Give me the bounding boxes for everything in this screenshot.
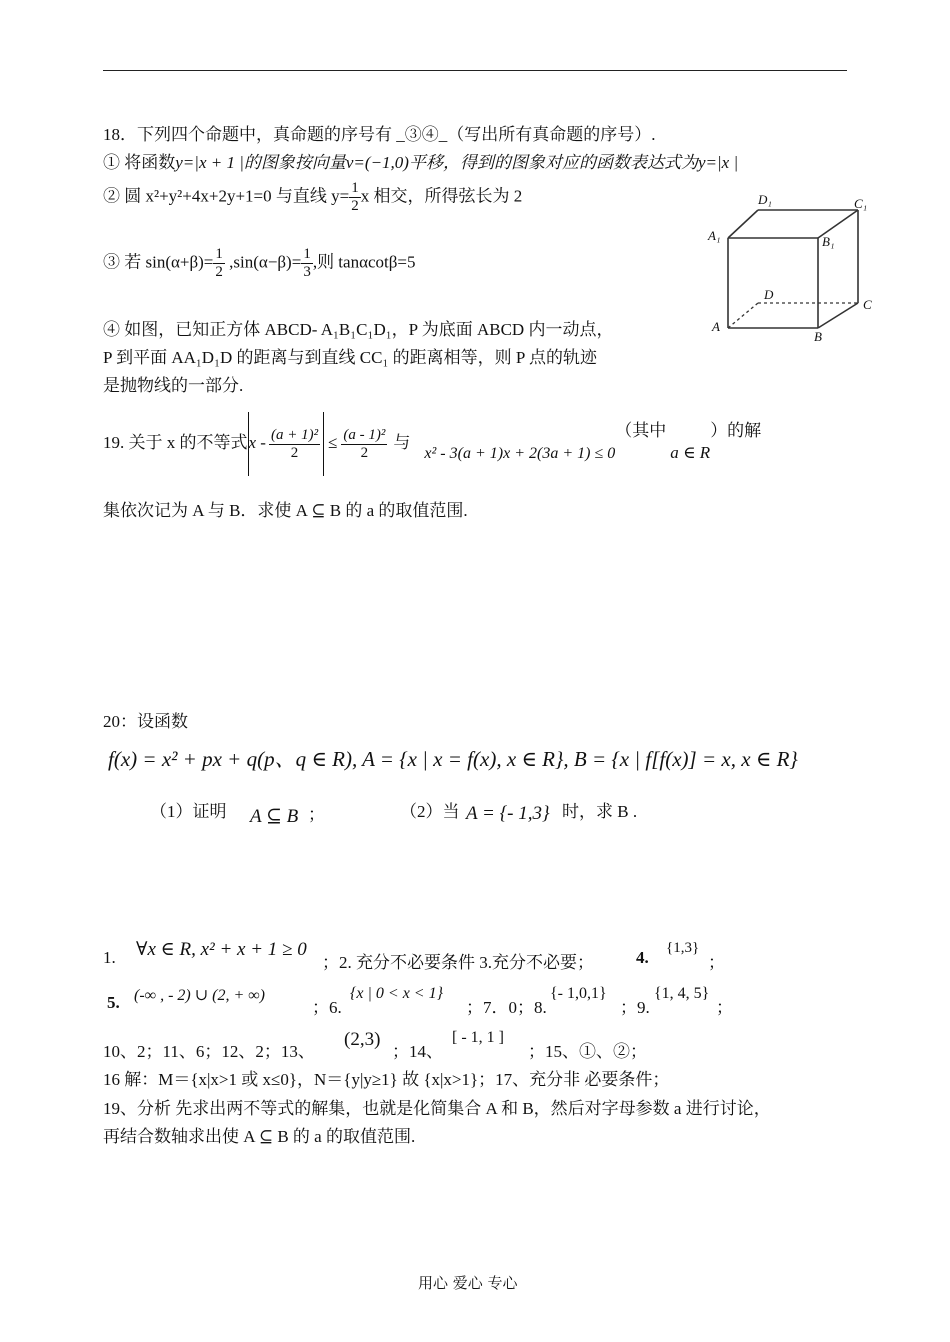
fraction-denominator: 2 <box>360 444 369 461</box>
label-C1: C₁ <box>854 196 868 211</box>
q20-part2-end: 时，求 B . <box>562 802 638 821</box>
answer-1-num: 1. <box>103 948 116 967</box>
q18-prop4-line1: ④ 如图，已知正方体 ABCD- A₁B₁C₁D₁，P 为底面 ABCD 内一动点， <box>103 320 614 339</box>
fraction <box>349 180 361 215</box>
q19-intro: 19. 关于 x 的不等式 <box>103 433 248 452</box>
q18-prop3-a: ③ 若 sin(α+β)= <box>103 252 214 272</box>
fraction <box>269 427 320 462</box>
q18-prop3 <box>103 246 416 281</box>
q19-x-minus: x - <box>248 433 266 452</box>
q20-heading: 20：设函数 <box>103 712 188 731</box>
q18-prop1-a: ① 将函数 <box>103 153 176 172</box>
abs-bar-right <box>323 412 324 476</box>
q18-prop2-a: ② 圆 x²+y²+4x+2y+1=0 与直线 y= <box>103 186 350 206</box>
answer-4-num: 4. <box>636 948 649 967</box>
answer-19-analysis-2: 再结合数轴求出使 A ⊆ B 的 a 的取值范围. <box>103 1127 416 1146</box>
answer-4-math: {1,3} <box>666 940 700 956</box>
le-sign: ≤ <box>328 433 338 452</box>
q19-yu: 与 <box>393 433 411 452</box>
label-A1: A₁ <box>708 228 721 243</box>
cube-figure <box>700 190 890 350</box>
q19-de: ）的解 <box>710 421 762 440</box>
fraction-numerator: 1 <box>351 180 359 196</box>
q18-prop1 <box>103 148 738 173</box>
fraction-denominator: 3 <box>303 264 311 280</box>
label-C: C <box>863 297 872 312</box>
answer-19-analysis-1: 19、分析 先求出两不等式的解集，也就是化简集合 A 和 B，然后对字母参数 a 进行讨论， <box>103 1099 771 1118</box>
q18-prop3-c: ,则 tanαcotβ=5 <box>312 252 416 272</box>
edge-BC <box>818 303 858 328</box>
q18-prop2 <box>103 180 522 215</box>
q18-prop4-line3: 是抛物线的一部分. <box>103 376 244 395</box>
fraction-numerator: 1 <box>303 246 311 262</box>
q18-prop2-b: x 相交，所得弦长为 2 <box>360 186 523 206</box>
header-rule <box>103 70 847 71</box>
label-D1: D₁ <box>758 192 772 207</box>
answer-2-end: ； <box>716 998 733 1017</box>
answer-1-math: ∀x ∈ R, x² + x + 1 ≥ 0 <box>136 939 307 960</box>
answer-10-13-text: 10、2；11、6；12、2；13、 <box>103 1042 315 1061</box>
q20-part2-math: A = {- 1,3} <box>466 803 550 824</box>
label-A: A <box>712 319 720 334</box>
fraction-numerator: 1 <box>215 246 223 262</box>
fraction-numerator: (a - 1)² <box>343 426 386 443</box>
fraction <box>341 427 387 462</box>
answer-1-end: ； <box>708 953 725 972</box>
answer-6-num: ；6. <box>312 998 342 1017</box>
answer-14-math: [ - 1, 1 ] <box>452 1029 504 1046</box>
q20-part1-math: A ⊆ B <box>250 806 299 827</box>
fraction-denominator: 2 <box>290 444 299 461</box>
label-B: B <box>814 329 822 344</box>
q20-formula: f(x) = x² + px + q(p、q ∈ R), A = {x | x = f(x), x ∈ R}, B = {x | f[f(x)] = x, x ∈ R} <box>108 747 798 771</box>
answer-7-8-text: ；7．0；8. <box>466 998 547 1017</box>
q20-semicolon: ； <box>308 805 325 824</box>
answer-15-text: ；15、①、②； <box>528 1042 647 1061</box>
answer-9-math: {1, 4, 5} <box>654 985 710 1002</box>
edge-AD-hidden <box>728 303 758 328</box>
answer-16-17: 16 解：M＝{x|x>1 或 x≤0}，N＝{y|y≥1} 故 {x|x>1}；17、充分非 必要条件； <box>103 1070 670 1089</box>
q18-prop3-b: ,sin(α−β)= <box>224 252 302 272</box>
answer-9-num: ；9. <box>620 998 650 1017</box>
answer-5-num: 5. <box>107 993 120 1012</box>
q19-line1 <box>103 398 761 468</box>
fraction <box>213 246 225 281</box>
q20-part1: （1）证明 <box>150 802 227 821</box>
q19-line2: 集依次记为 A 与 B．求使 A ⊆ B 的 a 的取值范围. <box>103 501 468 520</box>
label-B1: B₁ <box>822 234 835 249</box>
q18-prop1-d: y=|x | <box>697 153 739 172</box>
q19-ineq2: x² - 3(a + 1)x + 2(3a + 1) ≤ 0 <box>424 445 616 462</box>
q20-part2: （2）当 <box>400 802 460 821</box>
answer-13-math: (2,3) <box>344 1029 381 1050</box>
answer-8-math: {- 1,0,1} <box>550 985 607 1002</box>
q19-qizhong: （其中 <box>615 421 667 440</box>
fraction <box>301 246 313 281</box>
fraction-denominator: 2 <box>215 264 223 280</box>
q18-prop1-b: y=|x + 1 |的图象按向量 <box>175 153 346 172</box>
q18-prop1-c: v=(−1,0)平移，得到的图象对应的函数表达式为 <box>345 153 698 172</box>
q18-heading: 18．下列四个命题中，真命题的序号有 _③④_（写出所有真命题的序号）. <box>103 125 656 144</box>
answer-2-3-text: ；2. 充分不必要条件 3.充分不必要； <box>322 953 594 972</box>
fraction-denominator: 2 <box>351 198 359 214</box>
page-footer: 用心 爱心 专心 <box>418 1274 518 1292</box>
answer-5-math: (-∞ , - 2) ∪ (2, + ∞) <box>134 987 265 1004</box>
q19-aR: a ∈ R <box>670 443 711 462</box>
q18-prop4-line2: P 到平面 AA₁D₁D 的距离与到直线 CC₁ 的距离相等，则 P 点的轨迹 <box>103 348 597 367</box>
answer-14-num: ；14、 <box>392 1042 443 1061</box>
answer-6-math: {x | 0 < x < 1} <box>350 985 443 1002</box>
fraction-numerator: (a + 1)² <box>270 426 319 443</box>
edge-A1D1 <box>728 210 758 238</box>
label-D: D <box>764 287 774 302</box>
